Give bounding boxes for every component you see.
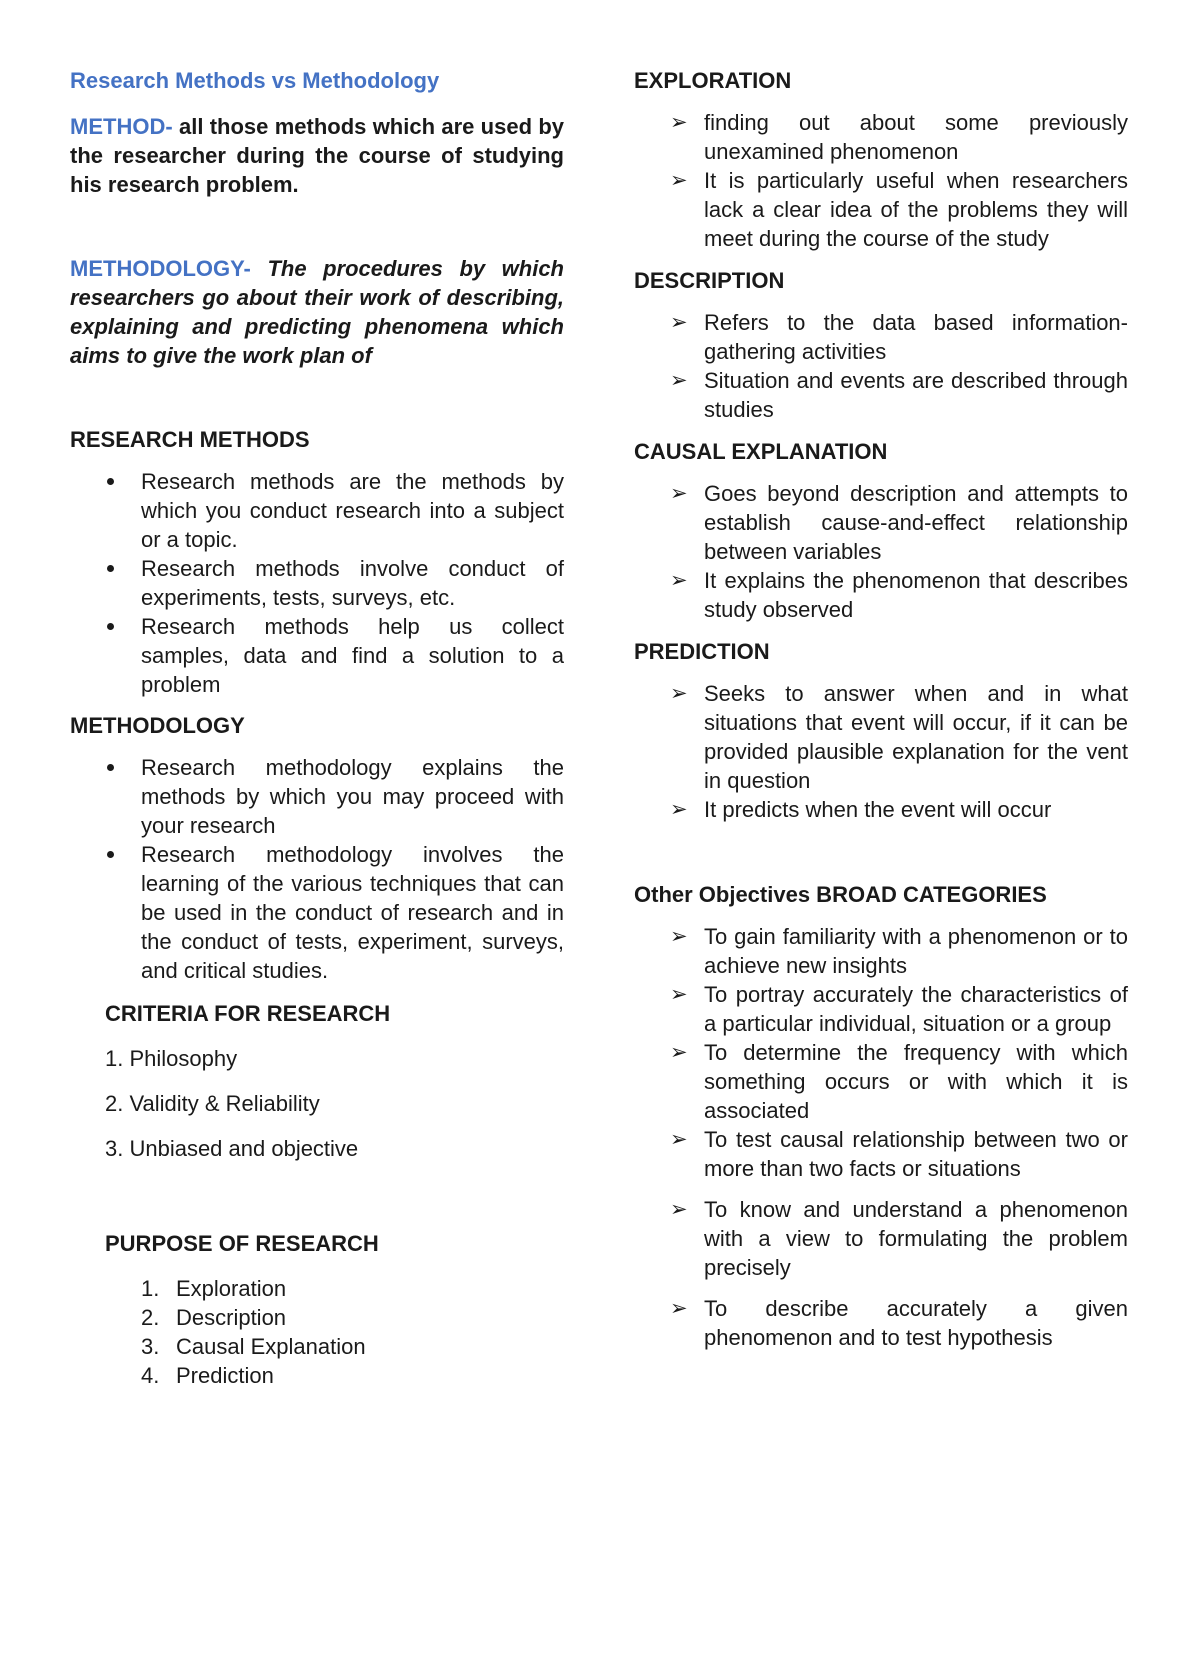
list-item-text: Goes beyond description and attempts to establish cause-and-effect relationship between variables — [704, 481, 1128, 564]
list-item — [70, 612, 564, 699]
description-list — [634, 308, 1128, 424]
arrow-bullet-icon: ➢ — [670, 369, 688, 392]
list-item-text: Situation and events are described through studies — [704, 368, 1128, 422]
prediction-heading: PREDICTION — [634, 639, 770, 664]
arrow-bullet-icon: ➢ — [670, 169, 688, 192]
methodology-text: The procedures by which researchers go about their work of describing, explaining and predicting phenomena which aims to give the work plan of — [70, 256, 564, 368]
prediction-list — [634, 679, 1128, 824]
arrow-bullet-icon: ➢ — [670, 1198, 688, 1221]
research-methods-heading: RESEARCH METHODS — [70, 427, 310, 452]
other-objectives-list — [634, 922, 1128, 1352]
list-item-text: Seeks to answer when and in what situations that event will occur, if it can be provided plausible explanation for the vent in question — [704, 681, 1128, 793]
list-item-text: Research methods involve conduct of experiments, tests, surveys, etc. — [141, 556, 564, 610]
list-item — [634, 795, 1128, 824]
list-item-text: Refers to the data based information-gathering activities — [704, 310, 1128, 364]
arrow-bullet-icon: ➢ — [670, 925, 688, 948]
list-item — [70, 467, 564, 554]
arrow-bullet-icon: ➢ — [670, 111, 688, 134]
list-item-text: Exploration — [176, 1276, 287, 1301]
bullet-dot-icon — [107, 565, 114, 572]
bullet-dot-icon — [107, 764, 114, 771]
causal-explanation-heading: CAUSAL EXPLANATION — [634, 439, 888, 464]
list-item — [70, 753, 564, 840]
list-item-text: Research methodology explains the methods by which you may proceed with your research — [141, 755, 564, 838]
list-item-text: It is particularly useful when researchers lack a clear idea of the problems they will meet during the course of the study — [704, 168, 1128, 251]
list-item-text: Causal Explanation — [176, 1334, 366, 1359]
left-column — [70, 66, 564, 1390]
arrow-bullet-icon: ➢ — [670, 798, 688, 821]
arrow-bullet-icon: ➢ — [670, 1041, 688, 1064]
list-item — [634, 366, 1128, 424]
list-item — [634, 1294, 1128, 1352]
list-item — [634, 922, 1128, 980]
exploration-heading: EXPLORATION — [634, 68, 792, 93]
list-item-text: Description — [176, 1305, 287, 1330]
list-item — [634, 679, 1128, 795]
arrow-bullet-icon: ➢ — [670, 482, 688, 505]
bullet-dot-icon — [107, 851, 114, 858]
list-item-text: Research methodology involves the learning of the various techniques that can be used in the conduct of research and in the conduct of tests, experiment, surveys, and critical studies. — [141, 842, 564, 983]
research-methods-list — [70, 467, 564, 699]
method-label: METHOD- — [70, 114, 173, 139]
exploration-list — [634, 108, 1128, 253]
list-item — [634, 308, 1128, 366]
criteria-item: 2. Validity & Reliability — [105, 1091, 320, 1116]
list-item — [70, 840, 564, 985]
purpose-heading: PURPOSE OF RESEARCH — [105, 1231, 379, 1256]
list-item — [70, 1332, 564, 1361]
methodology-definition — [70, 254, 564, 370]
criteria-heading: CRITERIA FOR RESEARCH — [105, 1001, 391, 1026]
arrow-bullet-icon: ➢ — [670, 311, 688, 334]
list-item-text: Research methods help us collect samples, data and find a solution to a problem — [141, 614, 564, 697]
list-item — [70, 1303, 564, 1332]
right-column — [634, 66, 1128, 1352]
description-heading: DESCRIPTION — [634, 268, 785, 293]
methodology-label: METHODOLOGY- — [70, 256, 251, 281]
causal-explanation-list — [634, 479, 1128, 624]
arrow-bullet-icon: ➢ — [670, 682, 688, 705]
list-item-text: finding out about some previously unexamined phenomenon — [704, 110, 1128, 164]
list-item — [634, 566, 1128, 624]
list-number: 3. — [141, 1334, 160, 1359]
list-item — [634, 1038, 1128, 1125]
list-item-text: Research methods are the methods by which you conduct research into a subject or a topic. — [141, 469, 564, 552]
list-item — [70, 554, 564, 612]
list-number: 1. — [141, 1276, 160, 1301]
list-item — [634, 1195, 1128, 1282]
list-item — [70, 1361, 564, 1390]
list-item-text: To portray accurately the characteristics of a particular individual, situation or a group — [704, 982, 1128, 1036]
arrow-bullet-icon: ➢ — [670, 1297, 688, 1320]
list-item-text: It predicts when the event will occur — [704, 797, 1052, 822]
list-item — [634, 980, 1128, 1038]
methodology-list — [70, 753, 564, 985]
method-text: all those methods which are used by the researcher during the course of studying his research problem. — [70, 114, 564, 197]
bullet-dot-icon — [107, 623, 114, 630]
list-number: 2. — [141, 1305, 160, 1330]
list-item-text: To test causal relationship between two or more than two facts or situations — [704, 1127, 1128, 1181]
list-item — [634, 479, 1128, 566]
list-item — [634, 1125, 1128, 1183]
list-item — [70, 1274, 564, 1303]
list-item-text: To know and understand a phenomenon with a view to formulating the problem precisely — [704, 1197, 1128, 1280]
method-definition — [70, 112, 564, 199]
bullet-dot-icon — [107, 478, 114, 485]
page-title: Research Methods vs Methodology — [70, 68, 440, 93]
list-item — [634, 108, 1128, 166]
list-number: 4. — [141, 1363, 160, 1388]
list-item-text: To determine the frequency with which something occurs or with which it is associated — [704, 1040, 1128, 1123]
list-item — [634, 166, 1128, 253]
methodology-heading: METHODOLOGY — [70, 713, 245, 738]
arrow-bullet-icon: ➢ — [670, 569, 688, 592]
criteria-item: 1. Philosophy — [105, 1046, 238, 1071]
criteria-item: 3. Unbiased and objective — [105, 1136, 359, 1161]
purpose-list — [70, 1274, 564, 1390]
arrow-bullet-icon: ➢ — [670, 1128, 688, 1151]
arrow-bullet-icon: ➢ — [670, 983, 688, 1006]
list-item-text: Prediction — [176, 1363, 274, 1388]
other-objectives-heading: Other Objectives BROAD CATEGORIES — [634, 882, 1047, 907]
list-item-text: To describe accurately a given phenomenon and to test hypothesis — [704, 1296, 1128, 1350]
list-item-text: It explains the phenomenon that describes study observed — [704, 568, 1128, 622]
list-item-text: To gain familiarity with a phenomenon or to achieve new insights — [704, 924, 1128, 978]
